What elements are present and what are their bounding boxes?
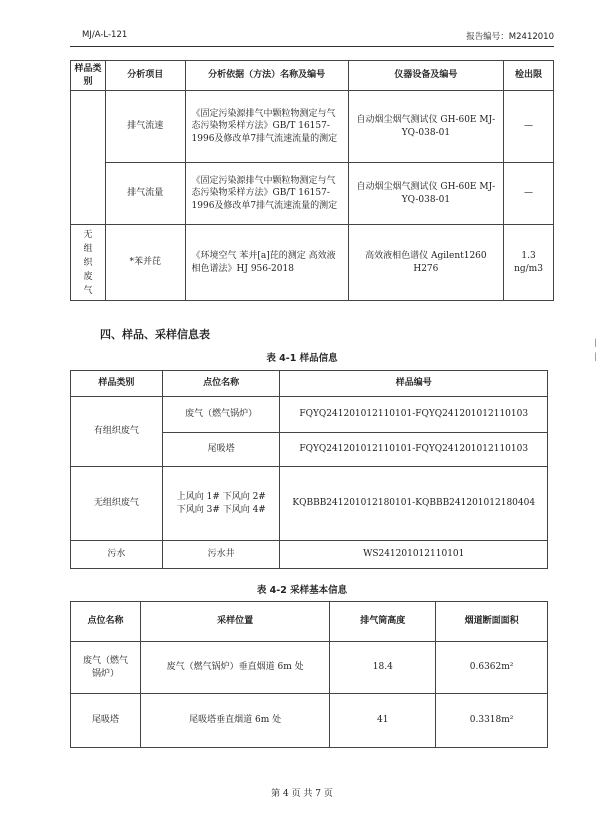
col-header-limit: 检出限 bbox=[504, 61, 554, 91]
limit-cell: — bbox=[504, 91, 554, 163]
header-rule bbox=[70, 46, 554, 47]
col-header-instrument: 仪器设备及编号 bbox=[348, 61, 503, 91]
item-cell: *苯并芘 bbox=[105, 225, 185, 301]
point-cell: 废气（燃气锅炉） bbox=[162, 397, 280, 433]
item-cell: 排气流速 bbox=[105, 91, 185, 163]
code-cell: FQYQ241201012110101-FQYQ241201012110103 bbox=[280, 397, 548, 433]
table-caption: 表 4-2 采样基本信息 bbox=[256, 585, 348, 596]
point-cell: 废气（燃气锅炉） bbox=[71, 642, 141, 694]
col-header-point: 点位名称 bbox=[162, 371, 280, 397]
limit-cell: — bbox=[504, 163, 554, 225]
limit-cell: 1.3 ng/m3 bbox=[504, 225, 554, 301]
sampling-info-table bbox=[70, 601, 548, 748]
point-cell: 尾吸塔 bbox=[71, 694, 141, 748]
category-cell: 无组织废气 bbox=[71, 225, 106, 301]
table-row bbox=[71, 642, 548, 694]
item-cell: 排气流量 bbox=[105, 163, 185, 225]
page-header bbox=[82, 28, 554, 44]
instrument-cell: 自动烟尘烟气测试仪 GH-60E MJ-YQ-038-01 bbox=[348, 91, 503, 163]
scan-mark: | bbox=[594, 338, 597, 347]
col-header-height: 排气筒高度 bbox=[330, 602, 436, 642]
category-cell: 无组织废气 bbox=[71, 467, 163, 541]
col-header-category: 样品类别 bbox=[71, 371, 163, 397]
code-cell: FQYQ241201012110101-FQYQ241201012110103 bbox=[280, 433, 548, 467]
table-row bbox=[71, 541, 548, 569]
table-row bbox=[71, 91, 554, 163]
col-header-location: 采样位置 bbox=[140, 602, 330, 642]
method-cell: 《固定污染源排气中颗粒物测定与气态污染物采样方法》GB/T 16157-1996及修改单7排气流速流量的测定 bbox=[185, 163, 348, 225]
table-row bbox=[71, 397, 548, 433]
height-cell: 18.4 bbox=[330, 642, 436, 694]
table-row bbox=[71, 694, 548, 748]
table-row bbox=[71, 225, 554, 301]
height-cell: 41 bbox=[330, 694, 436, 748]
code-cell: WS241201012110101 bbox=[280, 541, 548, 569]
point-cell: 上风向 1# 下风向 2# 下风向 3# 下风向 4# bbox=[162, 467, 280, 541]
table-caption: 表 4-1 样品信息 bbox=[266, 353, 338, 364]
instrument-cell: 高效液相色谱仪 Agilent1260 H276 bbox=[348, 225, 503, 301]
category-cell: 污水 bbox=[71, 541, 163, 569]
col-header-item: 分析项目 bbox=[105, 61, 185, 91]
location-cell: 尾吸塔垂直烟道 6m 处 bbox=[140, 694, 330, 748]
report-number: 报告编号：M2412010 bbox=[466, 32, 554, 42]
method-cell: 《固定污染源排气中颗粒物测定与气态污染物采样方法》GB/T 16157-1996及修改单7排气流速流量的测定 bbox=[185, 91, 348, 163]
point-cell: 污水井 bbox=[162, 541, 280, 569]
col-header-point: 点位名称 bbox=[71, 602, 141, 642]
page-footer: 第 4 页 共 7 页 bbox=[271, 789, 333, 799]
analysis-method-table bbox=[70, 60, 554, 301]
instrument-cell: 自动烟尘烟气测试仪 GH-60E MJ-YQ-038-01 bbox=[348, 163, 503, 225]
area-cell: 0.3318m² bbox=[436, 694, 548, 748]
col-header-code: 样品编号 bbox=[280, 371, 548, 397]
area-cell: 0.6362m² bbox=[436, 642, 548, 694]
col-header-category: 样品类别 bbox=[71, 61, 106, 91]
location-cell: 废气（燃气锅炉）垂直烟道 6m 处 bbox=[140, 642, 330, 694]
code-cell: KQBBB241201012180101-KQBBB241201012180404 bbox=[280, 467, 548, 541]
sample-info-table bbox=[70, 370, 548, 569]
col-header-area: 烟道断面面积 bbox=[436, 602, 548, 642]
point-cell: 尾吸塔 bbox=[162, 433, 280, 467]
method-cell: 《环境空气 苯并[a]芘的测定 高效液相色谱法》HJ 956-2018 bbox=[185, 225, 348, 301]
doc-code: MJ/A-L-121 bbox=[82, 30, 128, 40]
category-cell: 有组织废气 bbox=[71, 397, 163, 467]
col-header-method: 分析依据（方法）名称及编号 bbox=[185, 61, 348, 91]
section-title: 四、样品、采样信息表 bbox=[100, 328, 210, 341]
scan-mark: | bbox=[594, 352, 597, 361]
category-cell bbox=[71, 91, 106, 225]
table-row bbox=[71, 163, 554, 225]
table-row bbox=[71, 467, 548, 541]
